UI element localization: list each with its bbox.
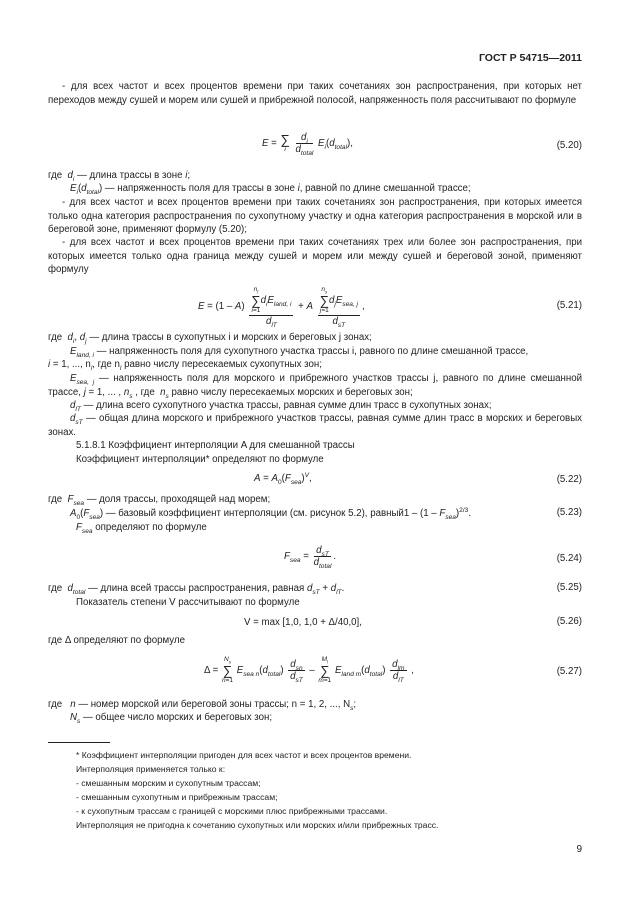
exponent-intro: Показатель степени V рассчитывают по формуле [76, 597, 300, 608]
equation-5-27: Δ = $N_s$ ∑ n=1 $E_{sea n}(d_{total})$ $\frac{d_{sn}}{d_{sT}}$ – $M_l$ ∑ m=1 $E_{land m}(d_{total})$ $\frac{d_{lm}}{d_{lT}}$ , [204, 656, 414, 684]
equation-number-5-27: (5.27) [556, 666, 582, 677]
document-id: ГОСТ Р 54715—2011 [478, 52, 582, 64]
where-e-sea: $E_{sea, j}$ — напряженность поля для морского и прибрежного участков трассы j, равного по длине смешанной трассе, j = 1, ... , $n_s$ , где $n_s$ равно числу пересекаемых морских и береговых зон; [48, 373, 582, 400]
delta-intro: где Δ определяют по формуле [48, 635, 185, 646]
footnote-line: - смешанным сухопутным и прибрежным трассам; [76, 792, 278, 802]
where-d-lt: $d_{lT}$ — длина всего сухопутного участка трассы, равная сумме длин трасс в сухопутных зонах; [70, 400, 492, 413]
where-d-st: $d_{sT}$ — общая длина морского и прибрежного участков трассы, равная сумме длин трасс в морских и береговых зонах. [48, 413, 582, 438]
footnote-line: * Коэффициент интерполяции пригоден для всех частот и всех процентов времени. [76, 750, 412, 760]
footnote-line: Интерполяция применяется только к: [76, 764, 226, 774]
footnote-line: Интерполяция не пригодна к сочетанию сухопутных или морских и/или прибрежных трасс. [76, 820, 439, 830]
footnote-divider [48, 742, 110, 743]
paragraph-single-category: - для всех частот и всех процентов времени при таких сочетаниях зон распространения, при которых имеется только одна категория распространения по сухопутному участку и одна категория распространения в морской или в береговой зоне, применяют формулу (5.20); [48, 197, 582, 235]
equation-number-5-26: (5.26) [556, 616, 582, 627]
paragraph-three-zones: - для всех частот и всех процентов времени при таких сочетаниях трех или более зон распространения, при которых имеется только одна граница между сушей и морем или между сушей и береговой зоной, применяют формулу [48, 237, 582, 275]
where-e-land: $E_{land, i}$ — напряженность поля для сухопутного участка трассы i, равного по длине смешанной трассе, [70, 346, 529, 359]
section-heading-5-1-8-1: 5.1.8.1 Коэффициент интерполяции A для смешанной трассы [76, 440, 355, 451]
equation-number-5-20: (5.20) [556, 140, 582, 151]
where-f-sea: где $F_{sea}$ — доля трассы, проходящей над морем; [48, 494, 271, 507]
f-sea-definition: $F_{sea}$ определяют по формуле [76, 522, 207, 535]
coefficient-intro: Коэффициент интерполяции* определяют по формуле [76, 454, 324, 465]
where-a0: $A_0(F_{sea})$ — базовый коэффициент интерполяции (см. рисунок 5.2), равный1 – $(1 - F_{sea})^{2/3}$. [70, 506, 472, 521]
equation-5-21: E = (1 – A) $n_l$ ∑ i=1 $d_iE_{land, i}$ $d_{lT}$ + A $n_s$ ∑ j=1 $d_jE_{sea, j}$ $d_{sT}$ , [198, 286, 365, 329]
equation-5-26: V = max [1,0, 1,0 + Δ/40,0], [244, 617, 362, 628]
where-ns: $N_s$ — общее число морских и береговых зон; [70, 712, 273, 725]
where-d-total: где $d_{total}$ — длина всей трассы распространения, равная $d_{sT} + d_{lT}$. [48, 583, 345, 596]
footnote-line: - смешанным морским и сухопутным трассам; [76, 778, 261, 788]
equation-number-5-22: (5.22) [556, 474, 582, 485]
where-e-i: $E_i(d_{total})$ — напряженность поля для трассы в зоне i, равной по длине смешанной трассе; [70, 183, 471, 196]
where-i-range: i = 1, ..., $n_l$, где $n_l$ равно числу пересекаемых сухопутных зон; [48, 359, 322, 372]
equation-5-20: E = ∑ i $\frac{d_i}{d_{total}}$ $E_i(d_{total})$, [262, 132, 353, 157]
equation-number-5-24: (5.24) [556, 553, 582, 564]
intro-paragraph: - для всех частот и всех процентов времени при таких сочетаниях зон распространения, при которых нет переходов между сушей и морем или сушей и прибрежной полосой, напряженность поля рассчитывают по формуле [48, 81, 582, 106]
equation-5-22: $A = A_0(F_{sea})^V$, [254, 471, 312, 486]
equation-number-5-25: (5.25) [556, 582, 582, 593]
page-number: 9 [576, 844, 582, 855]
equation-number-5-23: (5.23) [556, 507, 582, 518]
where-d-i-d-j: где $d_i$, $d_j$ — длина трассы в сухопутных i и морских и береговых j зонах; [48, 332, 372, 345]
equation-5-24: $F_{sea}$ = $\frac{d_{sT}}{d_{total}}$ . [284, 545, 337, 570]
equation-number-5-21: (5.21) [556, 300, 582, 311]
footnote-line: - к сухопутным трассам с границей с морскими плюс прибрежными трассами. [76, 806, 388, 816]
where-d-i: где $d_i$ — длина трассы в зоне i; [48, 170, 191, 183]
where-n: где n — номер морской или береговой зоны трассы; n = 1, 2, ..., $N_s$; [48, 699, 357, 712]
